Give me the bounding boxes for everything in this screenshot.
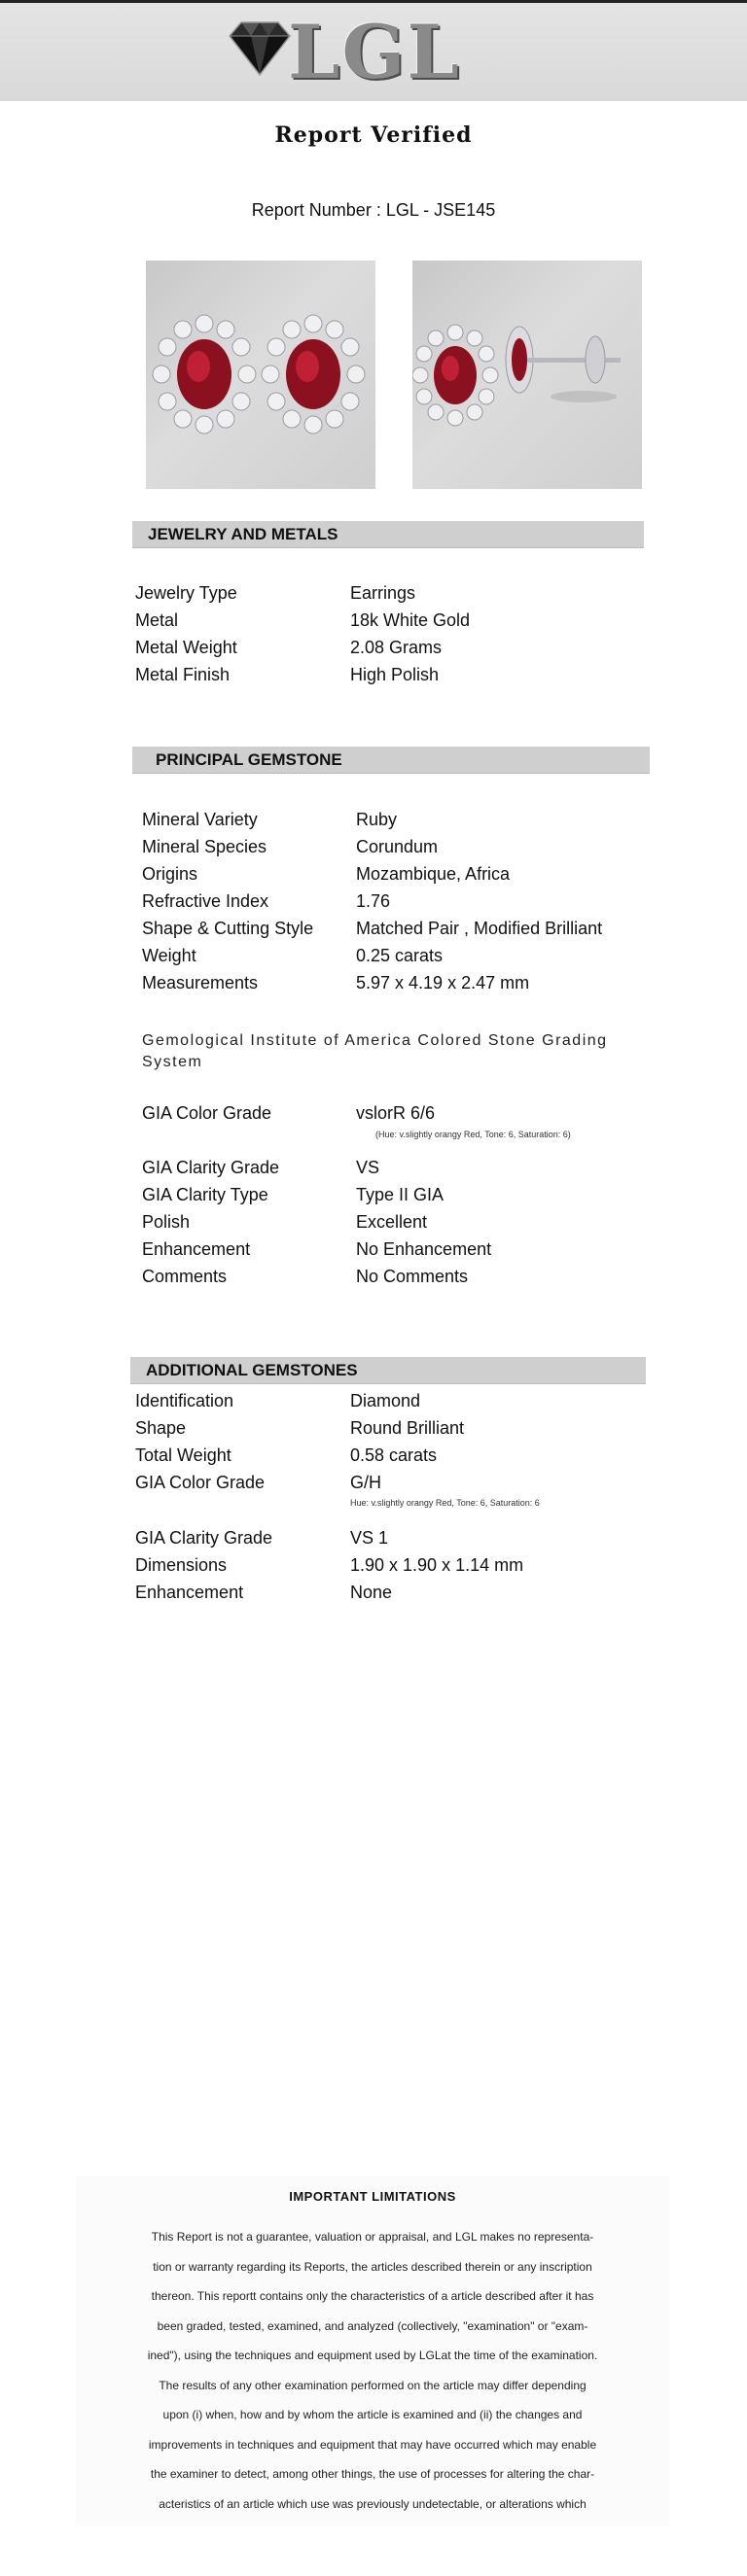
principal-label: Polish [142,1212,191,1232]
principal-value: Matched Pair , Modified Brilliant [356,919,603,938]
additional-value: None [350,1583,393,1602]
jewelry-value: Earrings [350,583,416,603]
additional-value: 1.90 x 1.90 x 1.14 mm [350,1555,524,1575]
principal-value: Type II GIA [356,1185,445,1204]
principal-value: 5.97 x 4.19 x 2.47 mm [356,973,530,992]
principal-value: No Enhancement [356,1239,492,1259]
additional-label: GIA Clarity Grade [135,1528,273,1548]
jewelry-label: Metal Finish [135,665,231,684]
principal-label: GIA Clarity Type [142,1185,268,1204]
additional-value: VS 1 [350,1528,389,1548]
additional-value: Diamond [350,1391,421,1410]
earrings-front-photo [146,261,375,489]
limitations-line: ined"), using the techniques and equipment used by LGLat the time of the examination. [147,2349,598,2362]
principal-label: Measurements [142,973,259,992]
additional-label: Identification [135,1391,234,1410]
earrings-side-photo [412,261,642,489]
principal-section-heading: PRINCIPAL GEMSTONE [132,747,650,774]
additional-value: Round Brilliant [350,1418,465,1438]
additional-label: Shape [135,1418,187,1438]
additional-color-note: Hue: v.slightly orangy Red, Tone: 6, Saturation: 6 [350,1498,540,1508]
additional-label: Dimensions [135,1555,228,1575]
limitations-line: the examiner to detect, among other things, the use of processes for altering the char- [150,2467,595,2481]
diamond-icon [226,18,294,79]
color-grade-note: (Hue: v.slightly orangy Red, Tone: 6, Saturation: 6) [375,1130,571,1139]
principal-label: Enhancement [142,1239,251,1259]
jewelry-value: High Polish [350,665,440,684]
additional-label: GIA Color Grade [135,1473,266,1492]
logo-text: LGL [288,9,461,95]
principal-value: vslorR 6/6 [356,1103,436,1123]
principal-value: Mozambique, Africa [356,864,511,884]
limitations-line: tion or warranty regarding its Reports, the articles described therein or any inscription [153,2259,592,2274]
limitations-line: been graded, tested, examined, and analyzed (collectively, "examination" or "exam- [157,2318,588,2333]
jewelry-label: Metal [135,610,179,630]
principal-value: Excellent [356,1212,428,1232]
header-bar [0,0,747,101]
principal-label: Refractive Index [142,891,269,911]
additional-label: Enhancement [135,1583,244,1602]
jewelry-section-heading: JEWELRY AND METALS [132,521,644,548]
limitations-line: thereon. This reportt contains only the characteristics of a article described after it has [151,2289,594,2303]
jewelry-value: 2.08 Grams [350,638,443,657]
limitations-line: This Report is not a guarantee, valuation or appraisal, and LGL makes no representa- [151,2230,594,2244]
principal-value: 1.76 [356,891,391,911]
limitations-line: The results of any other examination performed on the article may differ depending [159,2378,587,2392]
limitations-line: acteristics of an article which use was previously undetectable, or alterations which [159,2496,587,2511]
principal-label: Origins [142,864,198,884]
principal-value: Corundum [356,837,439,856]
jewelry-label: Jewelry Type [135,583,237,603]
limitations-title: IMPORTANT LIMITATIONS [289,2189,456,2204]
report-number: Report Number : LGL - JSE145 [251,200,496,220]
additional-label: Total Weight [135,1445,231,1465]
principal-label: Weight [142,946,196,965]
principal-label: GIA Color Grade [142,1103,272,1123]
additional-value: G/H [350,1473,382,1492]
principal-value: Ruby [356,810,398,829]
additional-section-heading: ADDITIONAL GEMSTONES [130,1357,646,1384]
principal-value: No Comments [356,1267,469,1286]
principal-value: VS [356,1158,380,1177]
limitations-panel [76,2176,669,2525]
additional-value: 0.58 carats [350,1445,438,1465]
limitations-body [105,2222,640,2519]
page-title: Report Verified [274,122,473,148]
principal-value: 0.25 carats [356,946,444,965]
limitations-line: improvements in techniques and equipment that may have occurred which may enable [148,2437,597,2452]
jewelry-label: Metal Weight [135,638,237,657]
principal-label: Mineral Variety [142,810,258,829]
jewelry-value: 18k White Gold [350,610,471,630]
limitations-line: upon (i) when, how and by whom the article is examined and (ii) the changes and [162,2408,583,2421]
gia-system-note: Gemological Institute of America Colored Stone Grading System [142,1032,608,1070]
principal-label: Comments [142,1267,228,1286]
principal-label: GIA Clarity Grade [142,1158,280,1177]
principal-label: Shape & Cutting Style [142,919,314,938]
principal-label: Mineral Species [142,837,267,856]
